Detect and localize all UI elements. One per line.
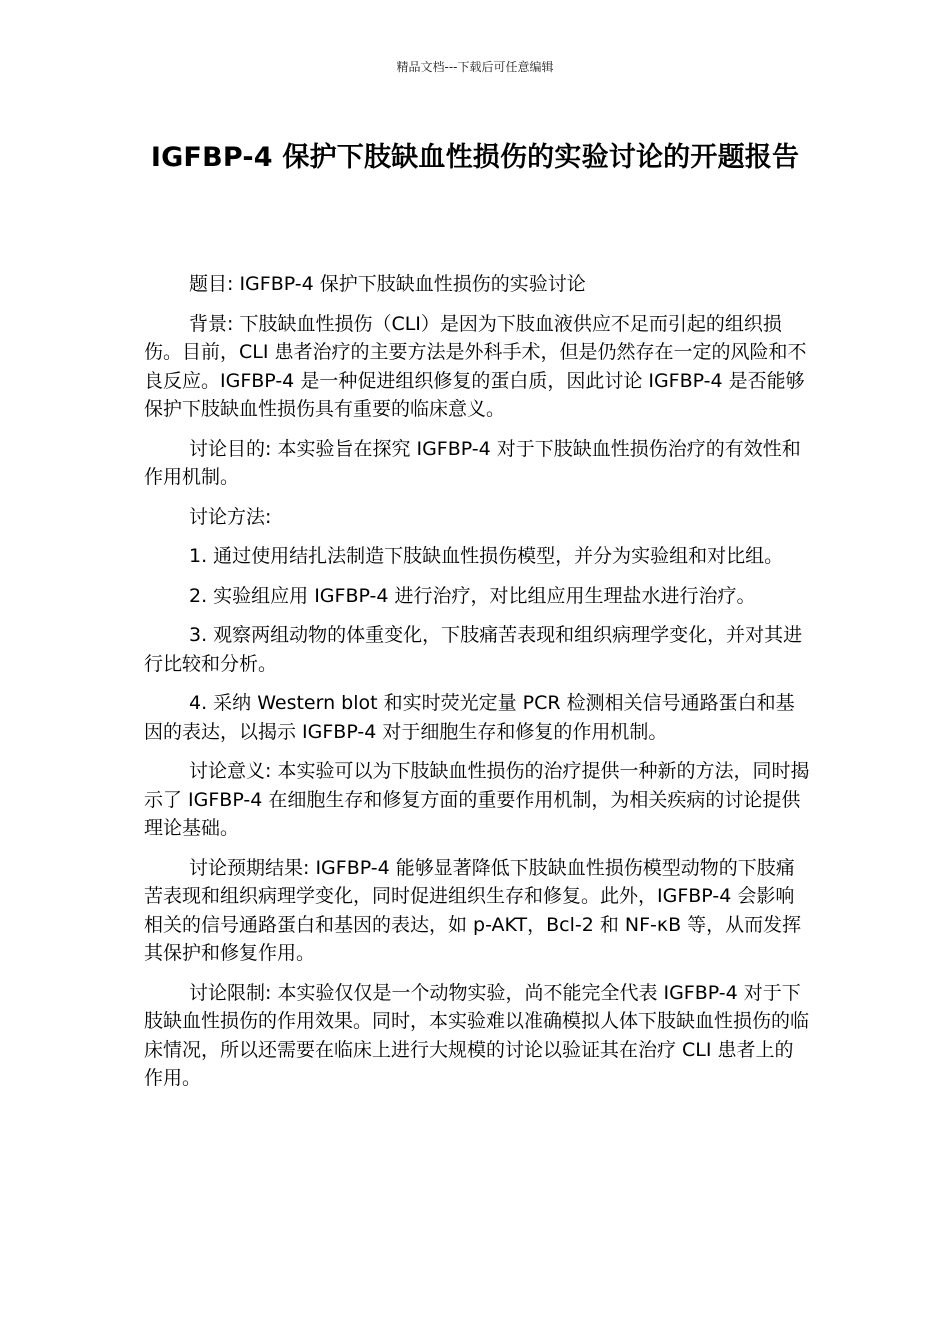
document-title: IGFBP-4 保护下肢缺血性损伤的实验讨论的开题报告 [150, 142, 800, 173]
paragraph-method-3: 3. 观察两组动物的体重变化，下肢痛苦表现和组织病理学变化，并对其进行比较和分析。 [144, 624, 803, 675]
paragraph-method-1: 1. 通过使用结扎法制造下肢缺血性损伤模型，并分为实验组和对比组。 [189, 545, 784, 567]
paragraph-limitations: 讨论限制: 本实验仅仅是一个动物实验，尚不能完全代表 IGFBP-4 对于下肢缺血性损伤的作用效果。同时，本实验难以准确模拟人体下肢缺血性损伤的临床情况，所以还需要在临床上进行大规模的讨论以验证其在治疗 CLI 患者上的作用。 [144, 981, 810, 1089]
paragraph-purpose: 讨论目的: 本实验旨在探究 IGFBP-4 对于下肢缺血性损伤治疗的有效性和作用机制。 [144, 437, 801, 488]
paragraph-methods-heading: 讨论方法: [189, 505, 272, 528]
paragraph-topic: 题目: IGFBP-4 保护下肢缺血性损伤的实验讨论 [189, 273, 586, 295]
paragraph-method-4: 4. 采纳 Western blot 和实时荧光定量 PCR 检测相关信号通路蛋白和基因的表达，以揭示 IGFBP-4 对于细胞生存和修复的作用机制。 [144, 692, 795, 743]
paragraph-significance: 讨论意义: 本实验可以为下肢缺血性损伤的治疗提供一种新的方法，同时揭示了 IGFBP-4 在细胞生存和修复方面的重要作用机制，为相关疾病的讨论提供理论基础。 [144, 760, 810, 839]
paragraph-method-2: 2. 实验组应用 IGFBP-4 进行治疗，对比组应用生理盐水进行治疗。 [189, 584, 756, 607]
document-body [144, 270, 810, 1104]
paragraph-expected-results: 讨论预期结果: IGFBP-4 能够显著降低下肢缺血性损伤模型动物的下肢痛苦表现和组织病理学变化，同时促进组织生存和修复。此外，IGFBP-4 会影响相关的信号通路蛋白和基因的表达，如 p-AKT，Bcl-2 和 NF-κB 等，从而发挥其保护和修复作用。 [144, 856, 802, 964]
header-note: 精品文档---下载后可任意编辑 [396, 60, 554, 74]
paragraph-background: 背景: 下肢缺血性损伤（CLI）是因为下肢血液供应不足而引起的组织损伤。目前，CLI 患者治疗的主要方法是外科手术，但是仍然存在一定的风险和不良反应。IGFBP-4 是一种促进组织修复的蛋白质，因此讨论 IGFBP-4 是否能够保护下肢缺血性损伤具有重要的临床意义。 [144, 312, 807, 420]
